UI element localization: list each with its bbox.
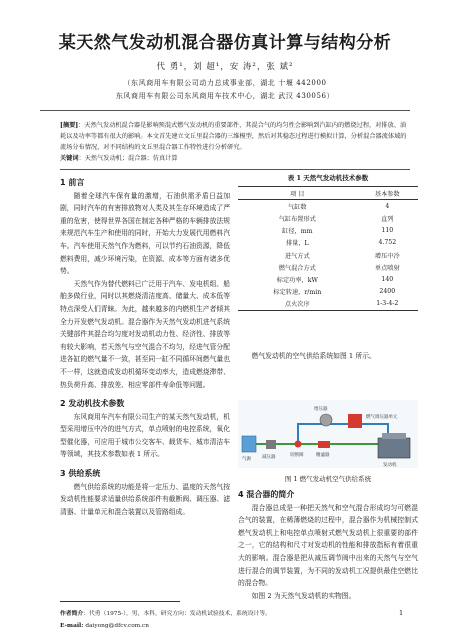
shutoff-valve-icon: [295, 441, 302, 448]
right-column-section: [238, 489, 418, 602]
affiliation-2: 东风商用车有限公司东风商用车技术中心，湖北 武汉 430056）: [115, 92, 335, 100]
figure-caption: 图 1 燃气发动机空气供给系统: [284, 475, 372, 483]
email-line: [60, 620, 400, 632]
author-bio-label: 作者简介: [60, 611, 84, 617]
table-cell: 标定转速，r/min: [273, 289, 322, 297]
author-bio: [60, 608, 400, 620]
table-row: [238, 237, 418, 249]
table-cell: 标定功率，kW: [276, 276, 318, 284]
keywords-text: ：天然气发动机；混合器；仿真计算: [78, 155, 178, 162]
email-label: E-mail:: [60, 623, 86, 629]
intro-paragraph-2: 天然气作为替代燃料已广泛用于汽车、发电机组、船舶多做行业，同时以其燃烧清洁度高、储量大、成本低等特点深受人们青睐。为此，越来越多的内燃机生产者倾其全力开发燃气发动机。混合器作为天然气发动机进气系统关键部件其混合均匀度对发动机动力性、经济性、排放等有较大影响，若天然气与空气混合不均匀，经进气管分配进各缸的燃气量不一致，甚至同一缸不同循环间燃气量也不一样，这就造成发动机循环变动率大，造成燃烧滞带、热负荷升高、排放差、相应零部件寿命低等问题。: [60, 279, 230, 389]
table-cell: 缸径，mm: [282, 228, 313, 236]
table-cell: 增压中冷: [374, 252, 400, 260]
reducer-icon: [266, 440, 276, 449]
abstract-label: [摘要]: [60, 122, 79, 129]
diagram-label: 燃气调压器单元: [366, 415, 398, 420]
table-caption: 表 1 天然气发动机技术参数: [287, 174, 369, 182]
author-list: 代 勇¹，刘 超¹，安 涛²，张 斌²: [156, 62, 294, 72]
table-cell: 进气方式: [284, 252, 310, 260]
author-bio-text: ：代勇（1975-），男，本科，研究方向：发动机试验技术，系统设计等。: [83, 611, 271, 617]
table-cell: 燃气混合方式: [278, 264, 316, 272]
affiliation-1: （东风商用车有限公司动力总成事业部，湖北 十堰 442000: [123, 79, 327, 87]
table-cell: 直列: [381, 215, 394, 223]
section-heading-params: 2 发动机技术参数: [60, 399, 125, 409]
table-row: [238, 200, 418, 213]
right-intro: [238, 350, 418, 363]
footnote: [60, 608, 400, 632]
turbocharger-icon: [320, 414, 332, 426]
section-heading-mixer: 4 混合器的简介: [238, 490, 295, 499]
abstract-divider: [60, 169, 410, 170]
table-row: [238, 286, 418, 298]
diagram-label: 气源: [242, 457, 251, 462]
params-paragraph: 东风商用车汽车有限公司生产的某天然气发动机，机型采用增压中冷的进气方式，单点喷射的电控系统，氧化型催化器，可应用于城市公交客车、载货车、城市清洁车等领域，其技术参数如表 1 所示。: [60, 412, 230, 459]
table-row: [238, 298, 418, 311]
table-header-row: [238, 187, 418, 200]
paper-title: 某天然气发动机混合器仿真计算与结构分析: [58, 33, 392, 53]
spec-table: [238, 186, 418, 311]
table-row: [238, 225, 418, 237]
table-cell: 排量，L: [285, 240, 309, 248]
footnote-divider: [60, 601, 180, 602]
table-cell: 1-3-4-2: [376, 300, 399, 308]
diagram-label: 发动机: [383, 463, 397, 468]
diagram-label: 增压器: [314, 407, 328, 412]
table-header-value: 基本参数: [374, 190, 400, 198]
diagram-label: 精滤器: [316, 453, 330, 458]
gas-source-icon: [242, 436, 256, 452]
table-header-item: 项 目: [290, 190, 305, 198]
diagram-label: 减压器: [262, 455, 276, 460]
table-row: [238, 261, 418, 273]
section-heading-supply: 3 供给系统: [60, 469, 101, 479]
diagram-label: 切断阀: [290, 453, 304, 458]
left-column: [60, 177, 230, 518]
engine-head-icon: [382, 433, 406, 439]
table-row: [238, 212, 418, 224]
keywords-label: 关键词: [60, 155, 79, 162]
intro-paragraph-1: 随着全球汽车保有量的激增，石油供需矛盾日益加剧，同时汽车的有害排放物对人类及其生存环境造成了严重的危害，使得世界各国在制定各种严格的车辆排放法规来规范汽车生产和使用的同时，开始大力发展代用燃料汽车。汽车使用天然气作为燃料，可以节约石油资源，降低燃料费用，减少环境污染，在资源、成本等方面有诸多优势。: [60, 191, 230, 276]
diagram-canvas: [238, 400, 418, 468]
abstract-text: ：天然气发动机混合器是影响预混式燃气发动机的重要部件，其混合气的均匀性会影响到汽缸内的燃烧过程，对排放、油耗以及功率等都有很大的影响。本文首先建立文丘里混合器的三维模型，然后对其稳态过程进行模拟计算，分析混合器流体域的流场分布情况，对不同结构的文丘里混合器工作特性进行分析研究。: [60, 122, 407, 151]
engine-icon: [378, 438, 410, 458]
table-cell: 2400: [379, 288, 396, 296]
table-cell: 点火次序: [284, 301, 310, 309]
air-supply-diagram: [238, 400, 418, 468]
section-heading-intro: 1 前言: [60, 178, 85, 187]
keywords-block: [60, 153, 410, 162]
header-divider: [40, 110, 410, 111]
regulator-unit-icon: [348, 414, 362, 428]
table-cell: 气缸布置形式: [278, 215, 316, 223]
table-cell: 4: [385, 202, 390, 210]
table-cell: 4.752: [378, 239, 397, 247]
mixer-paragraph-1: 混合器总成是一种把天然气和空气混合形成均匀可燃混合气的装置，在稀薄燃烧的过程中，混合器作为机械控制式燃气发动机上和电控单点喷射式燃气发动机上很重要的部件之一，它的结构和尺寸对发动机的性能和排放指标有着很重大的影响。混合器是把从减压调节阀中出来的天然气与空气进行混合的调节装置，为不同的发动机工况提供最佳空燃比的混合物。: [238, 503, 418, 588]
table-row: [238, 273, 418, 285]
email-link[interactable]: daiyong@dfcv.com.cn: [85, 623, 150, 629]
figure-intro-paragraph: 燃气发动机的空气供给系统如图 1 所示。: [251, 352, 376, 360]
table-cell: 气缸数: [288, 203, 307, 211]
abstract-block: [60, 120, 410, 153]
table-cell: 单点喷射: [374, 264, 400, 272]
filter-icon: [318, 441, 330, 448]
supply-paragraph: 燃气供给系统的功能是将一定压力、温度的天然气按发动机性能要求适量供给系统部件有截断阀、调压器、滤清器、计量单元和混合装置以及管路组成。: [60, 482, 230, 516]
table-row: [238, 249, 418, 261]
page-number: 1: [399, 609, 404, 617]
mixer-paragraph-2: 如图 2 为天然气发动机的实物图。: [251, 591, 356, 600]
table-cell: 110: [381, 227, 394, 235]
table-cell: 140: [381, 275, 394, 283]
